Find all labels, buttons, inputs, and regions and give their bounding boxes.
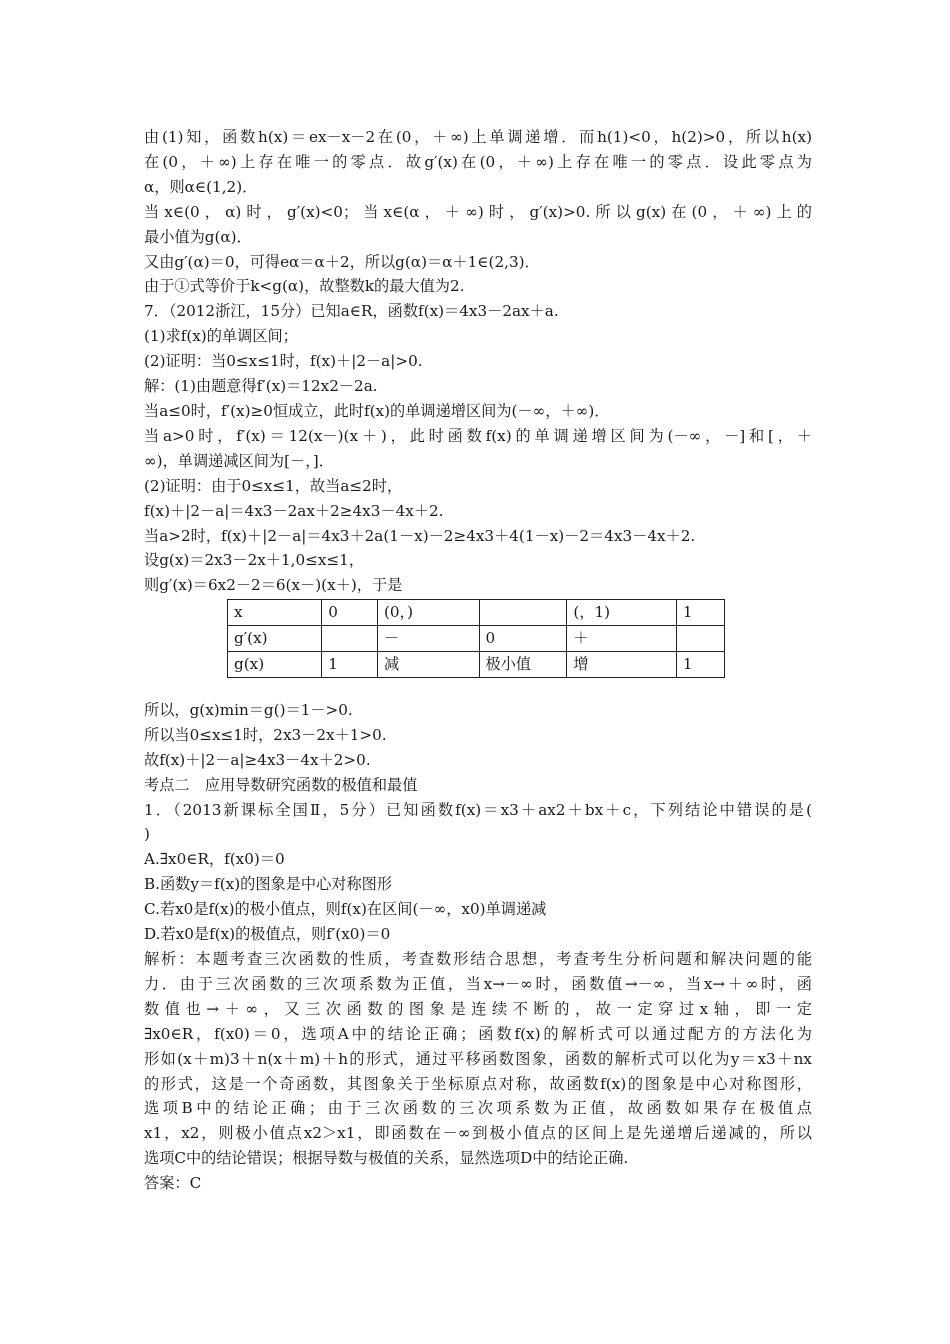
spacer [144, 678, 812, 698]
table-row [228, 600, 725, 626]
text-line: 力．由于三次函数的三次项系数为正值，当x→－∞时，函数值→－∞，当x→＋∞时，函 [144, 974, 812, 993]
text-line: 考点二 应用导数研究函数的极值和最值 [144, 775, 418, 794]
table-cell: (0，) [377, 600, 479, 626]
text-line: 由于①式等价于k<g(α)，故整数k的最大值为2. [144, 277, 465, 296]
text-line: f(x)＋|2－a|＝4x3－2ax＋2≥4x3－4x＋2. [144, 501, 444, 520]
text-line: 又由g′(α)＝0，可得eα＝α＋2，所以g(α)＝α＋1∈(2,3)． [144, 252, 540, 271]
document-page [144, 125, 812, 1196]
text-line: 设g(x)＝2x3－2x＋1,0≤x≤1， [144, 551, 365, 570]
text-line: A.∃x0∈R，f(x0)＝0 [144, 850, 285, 869]
text-line: 选项C中的结论错误；根据导数与极值的关系，显然选项D中的结论正确. [144, 1149, 629, 1168]
text-line: (2)证明：由于0≤x≤1，故当a≤2时， [144, 476, 403, 495]
variation-table [227, 599, 725, 678]
text-line: 当x∈(0，α)时，g′(x)<0；当x∈(α，＋∞)时，g′(x)>0.所以g(x)在(0，＋∞)上的 [144, 202, 812, 221]
text-line: 在(0，＋∞)上存在唯一的零点．故g′(x)在(0，＋∞)上存在唯一的零点．设此零点为 [144, 152, 812, 171]
table-cell: ＋ [567, 626, 676, 652]
text-line: 当a>0时，f′(x)＝12(x－)(x＋)，此时函数f(x)的单调递增区间为(－∞，－]和[，＋ [144, 426, 812, 445]
table-cell: 1 [676, 600, 724, 626]
text-line: 解析：本题考查三次函数的性质，考查数形结合思想，考查考生分析问题和解决问题的能 [144, 950, 812, 968]
table-cell: 0 [479, 626, 567, 652]
text-line: (2)证明：当0≤x≤1时，f(x)＋|2－a|>0. [144, 352, 423, 371]
table-cell [676, 626, 724, 652]
table-cell: 1 [322, 652, 378, 678]
table-cell: g(x) [228, 652, 322, 678]
text-line: 数值也→＋∞，又三次函数的图象是连续不断的，故一定穿过x轴，即一定 [144, 999, 812, 1018]
text-line: 当a≤0时，f′(x)≥0恒成立，此时f(x)的单调递增区间为(－∞，＋∞)． [144, 401, 610, 420]
text-line: ∞)，单调递减区间为[－，]． [144, 451, 334, 470]
text-line: B.函数y＝f(x)的图象是中心对称图形 [144, 875, 393, 894]
table-cell: g′(x) [228, 626, 322, 652]
text-line: 选项B中的结论正确；由于三次函数的三次项系数为正值，故函数如果存在极值点 [144, 1099, 812, 1118]
text-line: 1．（2013新课标全国Ⅱ，5分）已知函数f(x)＝x3＋ax2＋bx＋c，下列结论中错误的是( [144, 800, 812, 819]
table-cell: 1 [676, 652, 724, 678]
text-line: C.若x0是f(x)的极小值点，则f(x)在区间(－∞，x0)单调递减 [144, 900, 547, 919]
text-block-bottom [144, 698, 812, 1196]
table-cell: (，1) [567, 600, 676, 626]
table-cell [322, 626, 378, 652]
text-line: 所以当0≤x≤1时，2x3－2x＋1>0. [144, 725, 387, 744]
text-line: 7．（2012浙江，15分）已知a∈R，函数f(x)＝4x3－2ax＋a. [144, 302, 559, 321]
table-cell: － [377, 626, 479, 652]
table-cell: 增 [567, 652, 676, 678]
text-line: 当a>2时，f(x)＋|2－a|＝4x3＋2a(1－x)－2≥4x3＋4(1－x)－2＝4x3－4x＋2. [144, 526, 696, 545]
table-row [228, 626, 725, 652]
text-line: 则g′(x)＝6x2－2＝6(x－)(x＋)，于是 [144, 576, 403, 595]
table-cell: x [228, 600, 322, 626]
text-line: 最小值为g(α)． [144, 227, 252, 246]
table-cell: 0 [322, 600, 378, 626]
text-line: 答案：C [144, 1174, 202, 1193]
text-line: 的形式，这是一个奇函数，其图象关于坐标原点对称，故函数f(x)的图象是中心对称图形， [144, 1074, 812, 1093]
table-row [228, 652, 725, 678]
text-line: x1，x2，则极小值点x2＞x1，即函数在－∞到极小值点的区间上是先递增后递减的，所以 [144, 1124, 812, 1143]
text-block-top [144, 125, 812, 598]
text-line: ∃x0∈R，f(x0)＝0，选项A中的结论正确；函数f(x)的解析式可以通过配方的方法化为 [144, 1024, 812, 1043]
text-line: α，则α∈(1,2)． [144, 177, 258, 196]
text-line: D.若x0是f(x)的极值点，则f′(x0)＝0 [144, 925, 391, 944]
text-line: 解：(1)由题意得f′(x)＝12x2－2a. [144, 377, 378, 396]
text-line: 形如(x＋m)3＋n(x＋m)＋h的形式，通过平移函数图象，函数的解析式可以化为y＝x3＋nx [144, 1049, 812, 1068]
text-line: ) [144, 825, 150, 844]
table-cell [479, 600, 567, 626]
table-cell: 减 [377, 652, 479, 678]
text-line: 所以，g(x)min＝g()＝1－>0. [144, 700, 353, 719]
text-line: (1)求f(x)的单调区间； [144, 327, 298, 346]
text-line: 由(1)知，函数h(x)＝ex－x－2在(0，＋∞)上单调递增．而h(1)<0，h(2)>0，所以h(x) [144, 128, 812, 146]
text-line: 故f(x)＋|2－a|≥4x3－4x＋2>0. [144, 750, 371, 769]
table-cell: 极小值 [479, 652, 567, 678]
